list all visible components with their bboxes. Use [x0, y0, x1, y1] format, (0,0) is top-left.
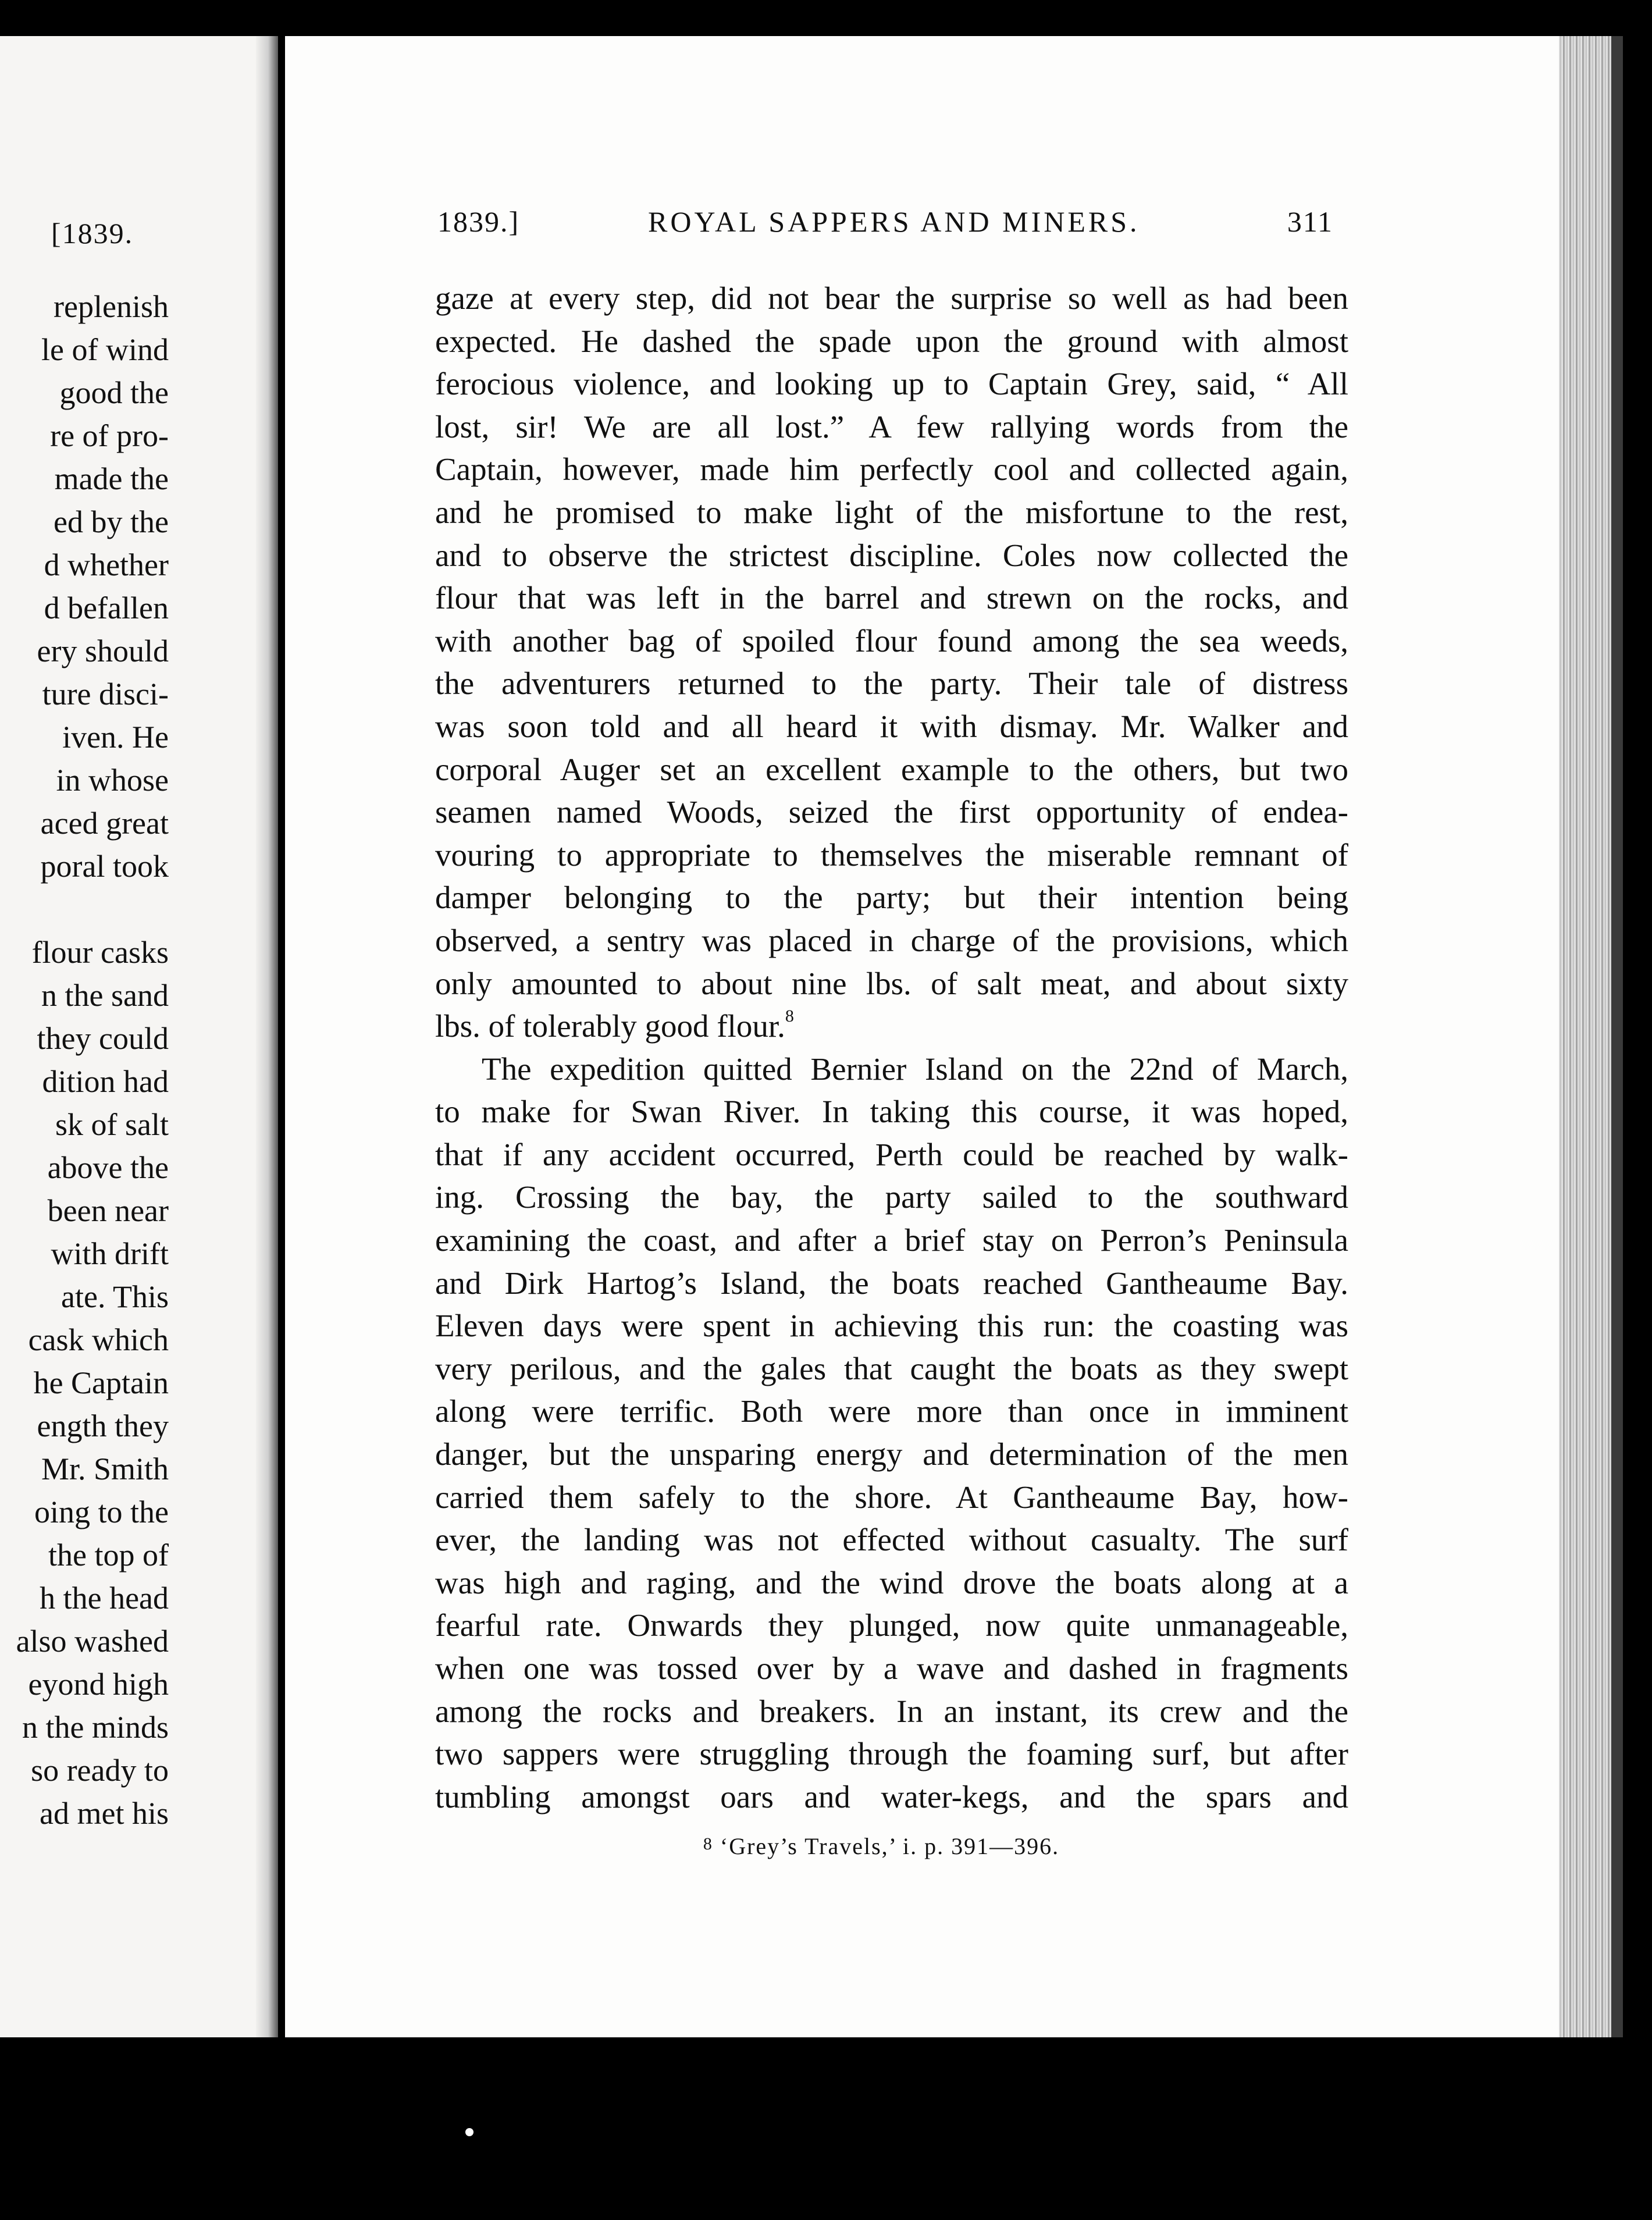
facing-page-line: ate. This	[61, 1279, 169, 1314]
text-line: ing. Crossing the bay, the party sailed to the southward	[435, 1179, 1348, 1215]
facing-page-line: dition had	[42, 1064, 169, 1099]
text-line: gaze at every step, did not bear the surprise so well as had been	[435, 280, 1348, 316]
footnote-marker: 8	[703, 1834, 713, 1853]
facing-page-line: replenish	[54, 289, 169, 324]
note-reference: 8	[785, 1006, 794, 1026]
text-line: corporal Auger set an excellent example to the others, but two	[435, 751, 1348, 787]
text-line: flour that was left in the barrel and strewn on the rocks, and	[435, 580, 1348, 616]
text-line: ferocious violence, and looking up to Captain Grey, said, “ All	[435, 366, 1348, 402]
text-line: the adventurers returned to the party. Their tale of distress	[435, 666, 1348, 702]
facing-page-line: poral took	[40, 849, 169, 884]
text-line: expected. He dashed the spade upon the ground with almost	[435, 323, 1348, 359]
text-line: ever, the landing was not effected without casualty. The surf	[435, 1522, 1348, 1558]
running-head	[437, 205, 1333, 246]
facing-page-line: d whether	[44, 547, 169, 582]
text-line: lost, sir! We are all lost.” A few rallying words from the	[435, 408, 1348, 444]
facing-page-line: n the minds	[22, 1710, 169, 1745]
facing-page-line: ength they	[37, 1408, 169, 1443]
facing-page-line: n the sand	[41, 978, 169, 1013]
text-line: carried them safely to the shore. At Gantheaume Bay, how-	[435, 1479, 1348, 1515]
text-line: Eleven days were spent in achieving this run: the coasting was	[435, 1308, 1348, 1344]
facing-page-line: he Captain	[33, 1365, 169, 1400]
text-line: The expedition quitted Bernier Island on the 22nd of March,	[482, 1051, 1348, 1087]
text-line: was soon told and all heard it with dismay. Mr. Walker and	[435, 708, 1348, 744]
facing-page-line: flour casks	[31, 935, 169, 970]
facing-page-line: ery should	[37, 634, 169, 668]
text-line: damper belonging to the party; but their intention being	[435, 880, 1348, 916]
text-line: when one was tossed over by a wave and dashed in fragments	[435, 1650, 1348, 1686]
facing-page-line: d befallen	[44, 590, 169, 625]
facing-page-header: [1839.	[51, 217, 134, 250]
text-line: along were terrific. Both were more than once in imminent	[435, 1393, 1348, 1429]
text-line: and to observe the strictest discipline. Coles now collected the	[435, 537, 1348, 573]
text-line: danger, but the unsparing energy and determination of the men	[435, 1436, 1348, 1472]
text-line: two sappers were struggling through the foaming surf, but after	[435, 1736, 1348, 1772]
facing-page-line: also washed	[16, 1624, 169, 1659]
text-line: seamen named Woods, seized the first opportunity of endea-	[435, 794, 1348, 830]
text-line: and Dirk Hartog’s Island, the boats reached Gantheaume Bay.	[435, 1265, 1348, 1301]
text-line: tumbling amongst oars and water-kegs, and the spars and	[435, 1778, 1348, 1815]
facing-page-line: ad met his	[40, 1796, 169, 1831]
facing-page-line: in whose	[56, 763, 169, 798]
facing-page-line: h the head	[40, 1581, 169, 1616]
text-line: with another bag of spoiled flour found among the sea weeds,	[435, 622, 1348, 659]
text-line: vouring to appropriate to themselves the miserable remnant of	[435, 837, 1348, 873]
text-line: and he promised to make light of the misfortune to the rest,	[435, 494, 1348, 530]
facing-page-line: made the	[54, 461, 169, 496]
facing-page-line: been near	[47, 1193, 169, 1228]
facing-page-line: good the	[59, 375, 169, 410]
facing-page-line: ture disci-	[42, 677, 169, 711]
page-block-edge	[1559, 36, 1611, 2037]
facing-page-line: cask which	[28, 1322, 169, 1357]
page-number: 311	[1287, 205, 1333, 238]
facing-page-line: eyond high	[28, 1667, 169, 1702]
text-line: Captain, however, made him perfectly cool and collected again,	[435, 451, 1348, 488]
facing-page-line: sk of salt	[55, 1107, 169, 1142]
facing-page-line: with drift	[51, 1236, 169, 1271]
running-head-year: 1839.]	[437, 205, 520, 238]
facing-page-line: above the	[47, 1150, 169, 1185]
facing-page-line: oing to the	[34, 1495, 169, 1529]
gutter-shadow	[256, 36, 278, 2037]
facing-page-line: the top of	[48, 1538, 169, 1572]
text-line: that if any accident occurred, Perth could be reached by walk-	[435, 1136, 1348, 1172]
scan-speck	[465, 2128, 473, 2136]
text-line: only amounted to about nine lbs. of salt meat, and about sixty	[435, 965, 1348, 1001]
text-line: fearful rate. Onwards they plunged, now quite unmanageable,	[435, 1607, 1348, 1643]
facing-page-line: aced great	[40, 806, 169, 841]
facing-page-line: le of wind	[41, 332, 169, 367]
facing-page-text	[0, 285, 169, 1835]
text-line: very perilous, and the gales that caught the boats as they swept	[435, 1350, 1348, 1386]
facing-page-line: Mr. Smith	[41, 1451, 169, 1486]
facing-page-line	[0, 888, 169, 931]
body-text	[435, 277, 1348, 1818]
footnote-text: ‘Grey’s Travels,’ i. p. 391—396.	[720, 1833, 1060, 1859]
text-line: among the rocks and breakers. In an instant, its crew and the	[435, 1693, 1348, 1729]
text-line-content: lbs. of tolerably good flour.	[435, 1008, 785, 1044]
footnote	[0, 1833, 1652, 1860]
text-line: to make for Swan River. In taking this course, it was hoped,	[435, 1094, 1348, 1130]
text-line: examining the coast, and after a brief stay on Perron’s Peninsula	[435, 1222, 1348, 1258]
text-line	[435, 1005, 1348, 1048]
running-head-title: ROYAL SAPPERS AND MINERS.	[648, 205, 1140, 238]
facing-page-line: re of pro-	[50, 418, 169, 453]
facing-page-line: they could	[37, 1021, 169, 1056]
facing-page-line: so ready to	[31, 1753, 169, 1788]
facing-page-line: ed by the	[54, 504, 169, 539]
page-block-shadow	[1611, 36, 1623, 2037]
text-line: was high and raging, and the wind drove the boats along at a	[435, 1564, 1348, 1600]
facing-page-line: iven. He	[62, 720, 169, 755]
text-line: observed, a sentry was placed in charge of the provisions, which	[435, 922, 1348, 958]
